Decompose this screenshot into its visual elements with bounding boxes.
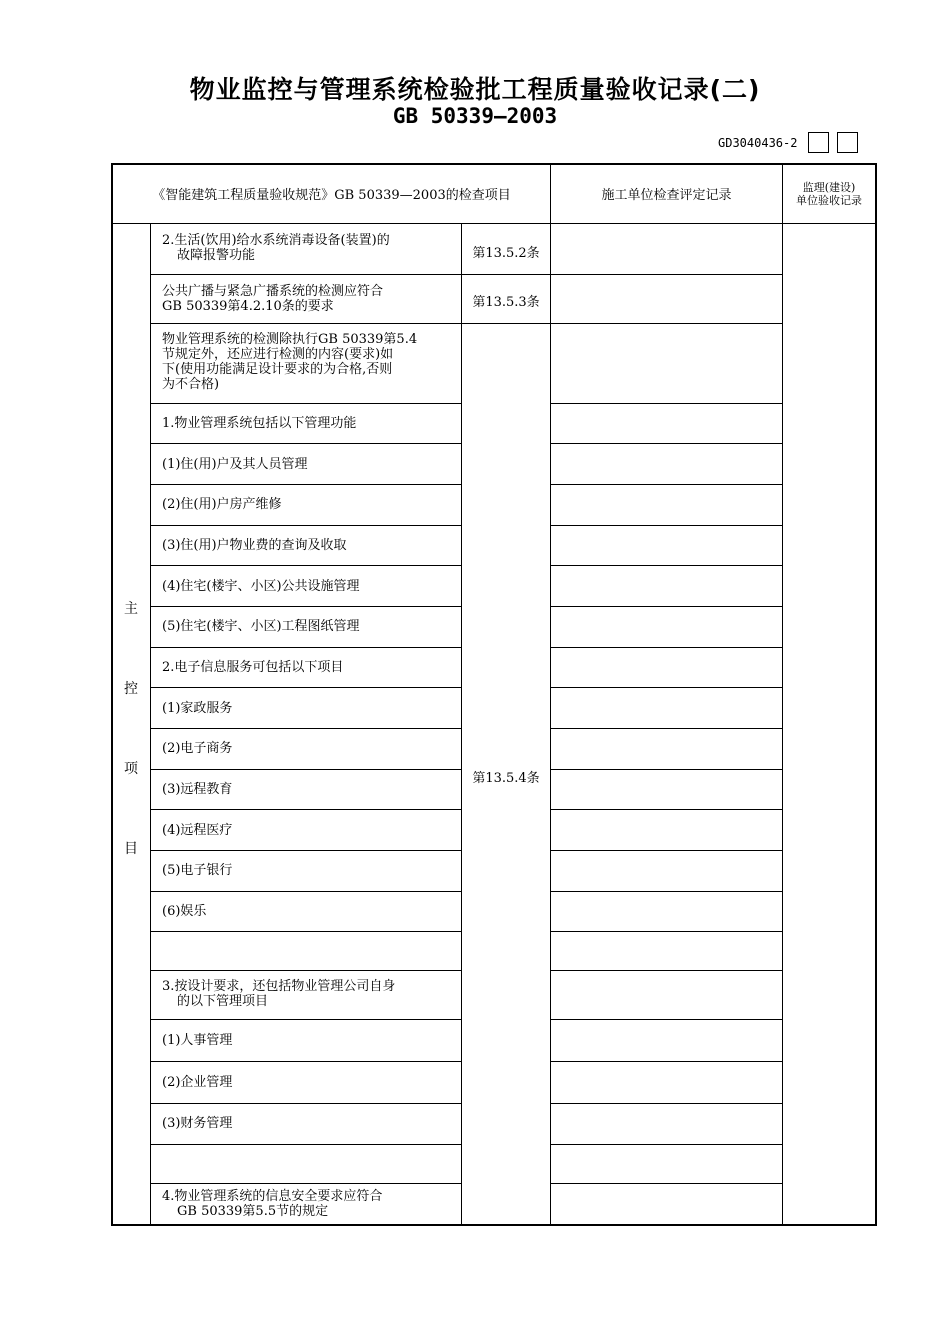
- table-row: (4)远程医疗: [162, 823, 233, 838]
- table-row: [162, 979, 458, 1009]
- table-row: (2)住(用)户房产维修: [162, 497, 282, 512]
- clause-13-5-2: 第13.5.2条: [472, 246, 540, 261]
- table-row: (3)财务管理: [162, 1116, 233, 1131]
- row-text: 下(使用功能满足设计要求的为合格,否则: [162, 362, 393, 377]
- code-box-2[interactable]: [837, 132, 858, 153]
- row-text: 节规定外，还应进行检测的内容(要求)如: [162, 347, 394, 362]
- table-row: [162, 1189, 458, 1219]
- document-title: 物业监控与管理系统检验批工程质量验收记录(二): [189, 75, 761, 104]
- row-text: GB 50339第5.5节的规定: [177, 1204, 329, 1219]
- code-box-1[interactable]: [808, 132, 829, 153]
- row-text: 4.物业管理系统的信息安全要求应符合: [162, 1189, 383, 1204]
- table-row: (1)人事管理: [162, 1033, 233, 1048]
- table-row: (6)娱乐: [162, 904, 207, 919]
- table-row: 2.电子信息服务可包括以下项目: [162, 660, 344, 675]
- side-label-char: 项: [124, 761, 138, 777]
- table-row: (5)住宅(楼宇、小区)工程图纸管理: [162, 619, 360, 634]
- table-row: (2)企业管理: [162, 1075, 233, 1090]
- form-code: GD3040436-2: [718, 136, 798, 150]
- table-row: (1)住(用)户及其人员管理: [162, 457, 308, 472]
- side-label-char: 控: [124, 681, 138, 697]
- row-text: 2.生活(饮用)给水系统消毒设备(装置)的: [162, 233, 390, 248]
- side-label-char: 目: [124, 841, 138, 857]
- table-row: (3)住(用)户物业费的查询及收取: [162, 538, 347, 553]
- header-supervision-line1: 监理(建设): [802, 180, 856, 194]
- row-text: 物业管理系统的检测除执行GB 50339第5.4: [162, 332, 418, 347]
- table-row: 1.物业管理系统包括以下管理功能: [162, 416, 357, 431]
- row-text: 为不合格): [162, 377, 220, 392]
- table-row: (3)远程教育: [162, 782, 233, 797]
- row-text: 的以下管理项目: [177, 994, 269, 1009]
- table-row: (4)住宅(楼宇、小区)公共设施管理: [162, 579, 360, 594]
- side-label-char: 主: [124, 601, 138, 617]
- table-row: (2)电子商务: [162, 741, 233, 756]
- header-supervision-line2: 单位验收记录: [796, 193, 862, 207]
- header-construction-record: 施工单位检查评定记录: [601, 188, 732, 203]
- clause-13-5-4: 第13.5.4条: [472, 771, 540, 786]
- header-supervision-record: [783, 164, 875, 223]
- table-row: [162, 332, 458, 392]
- table-row: [162, 233, 458, 263]
- table-row: (5)电子银行: [162, 863, 233, 878]
- row-text: 公共广播与紧急广播系统的检测应符合: [162, 284, 384, 299]
- table-row: [162, 284, 458, 314]
- row-text: GB 50339第4.2.10条的要求: [162, 299, 334, 314]
- header-check-items: 《智能建筑工程质量验收规范》GB 50339—2003的检查项目: [152, 188, 511, 203]
- row-text: 故障报警功能: [177, 248, 256, 263]
- row-text: 3.按设计要求，还包括物业管理公司自身: [162, 979, 396, 994]
- standard-number: GB 50339—2003: [392, 104, 558, 128]
- clause-13-5-3: 第13.5.3条: [472, 295, 540, 310]
- table-row: (1)家政服务: [162, 701, 233, 716]
